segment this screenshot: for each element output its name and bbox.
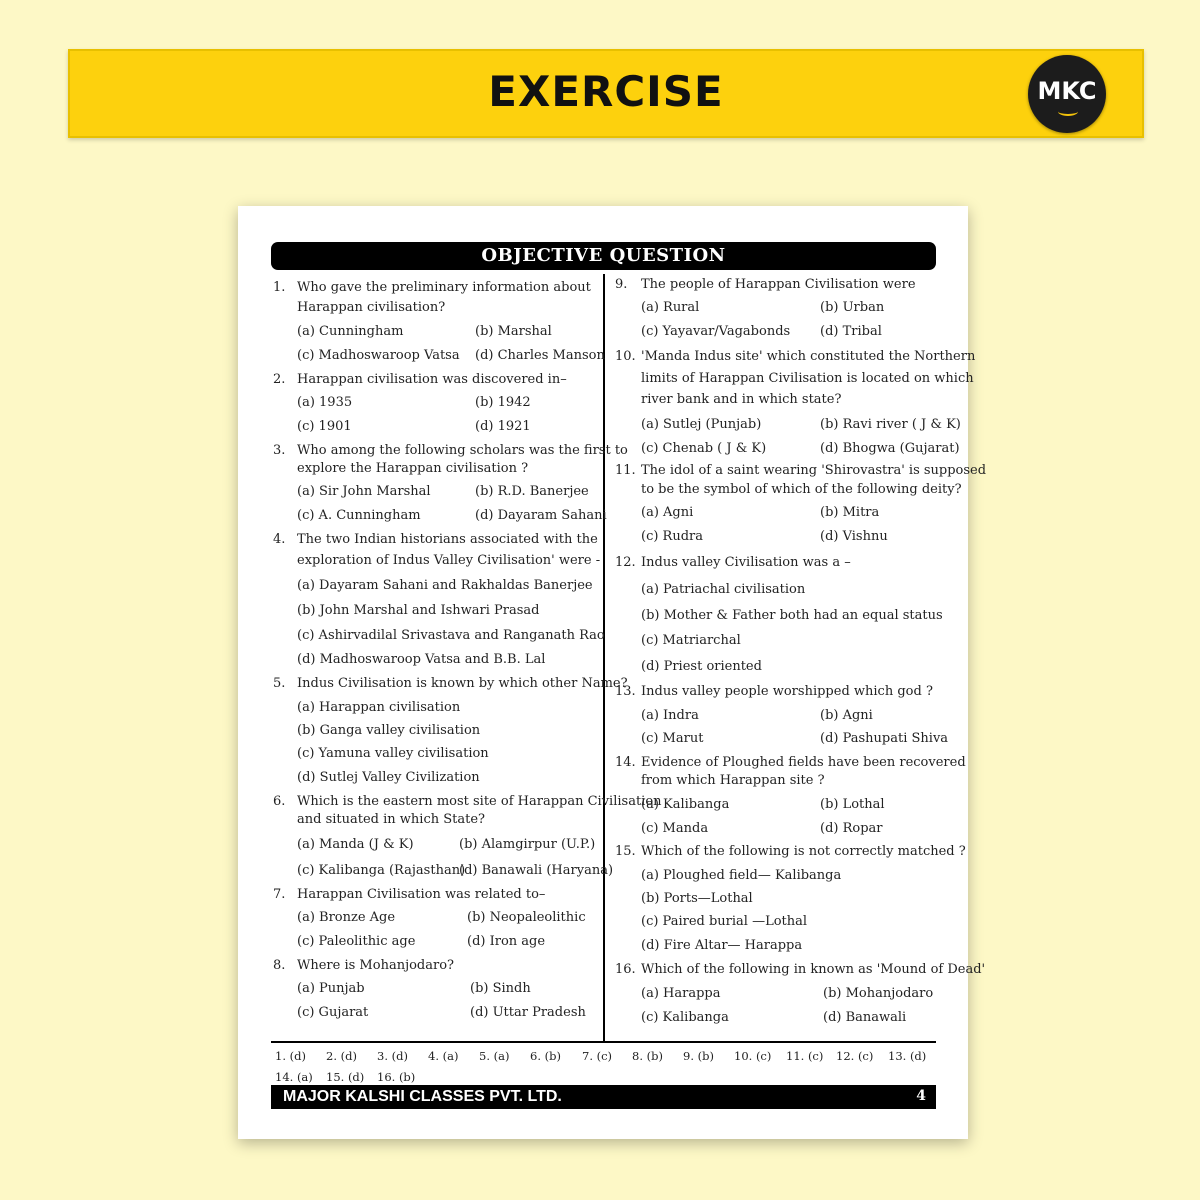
answer-option: (a) Kalibanga: [641, 797, 730, 812]
banner-title: EXERCISE: [488, 67, 724, 116]
answer-option: (b) Agni: [820, 708, 873, 723]
answer-key-item: 4. (a): [428, 1049, 459, 1063]
question-number: 8.: [273, 958, 286, 973]
answer-option: (a) Indra: [641, 708, 699, 723]
question-sheet: [238, 206, 987, 1139]
answer-key-item: 7. (c): [582, 1049, 613, 1063]
question-text-line: Harappan civilisation was discovered in–: [297, 372, 567, 387]
question-number: 5.: [273, 676, 286, 691]
answer-option: (c) Paired burial —Lothal: [641, 914, 808, 929]
answer-option: (c) Gujarat: [297, 1005, 369, 1020]
publisher-name: MAJOR KALSHI CLASSES PVT. LTD.: [283, 1088, 562, 1105]
answer-key-item: 15. (d): [326, 1070, 365, 1084]
column-divider: [603, 274, 605, 1041]
answer-option: (c) Yamuna valley civilisation: [297, 746, 489, 761]
question-text-line: Who gave the preliminary information about: [297, 280, 591, 295]
answer-option: (b) Mohanjodaro: [823, 986, 934, 1001]
section-heading: OBJECTIVE QUESTION: [481, 245, 726, 266]
answer-key-item: 9. (b): [683, 1049, 714, 1063]
answer-option: (d) Sutlej Valley Civilization: [297, 770, 480, 785]
answer-option: (b) R.D. Banerjee: [475, 484, 589, 499]
answer-option: (c) Matriarchal: [641, 633, 741, 648]
answer-option: (b) John Marshal and Ishwari Prasad: [297, 603, 540, 618]
question-number: 14.: [615, 755, 636, 770]
answer-option: (a) Cunningham: [297, 324, 404, 339]
question-text-line: The people of Harappan Civilisation were: [641, 277, 916, 292]
answer-option: (b) Marshal: [475, 324, 552, 339]
answer-option: (a) Harappan civilisation: [297, 700, 461, 715]
answer-option: (d) Vishnu: [820, 529, 888, 544]
question-text-line: Harappan civilisation?: [297, 300, 446, 315]
section-heading-bar: [271, 242, 936, 270]
question-text-line: to be the symbol of which of the following deity?: [641, 482, 962, 497]
answer-option: (c) Madhoswaroop Vatsa: [297, 348, 460, 363]
question-text-line: river bank and in which state?: [641, 392, 842, 407]
answer-option: (c) Rudra: [641, 529, 704, 544]
answer-option: (c) Ashirvadilal Srivastava and Ranganath Rao: [297, 628, 605, 643]
answer-option: (b) Alamgirpur (U.P.): [459, 837, 596, 852]
answer-option: (c) 1901: [297, 419, 352, 434]
question-text-line: The two Indian historians associated with the: [297, 532, 598, 547]
answer-option: (a) Harappa: [641, 986, 721, 1001]
answer-option: (c) Yayavar/Vagabonds: [641, 324, 791, 339]
answer-option: (a) Dayaram Sahani and Rakhaldas Banerjee: [297, 578, 593, 593]
answer-option: (b) Sindh: [470, 981, 531, 996]
answer-key-item: 8. (b): [632, 1049, 663, 1063]
answer-option: (d) Bhogwa (Gujarat): [820, 441, 960, 456]
answer-key-item: 12. (c): [836, 1049, 874, 1063]
answer-option: (a) 1935: [297, 395, 353, 410]
question-text-line: limits of Harappan Civilisation is located on which: [641, 371, 974, 386]
answer-option: (c) Paleolithic age: [297, 934, 416, 949]
answer-option: (b) Mitra: [820, 505, 880, 520]
question-number: 11.: [615, 463, 636, 478]
answer-option: (b) Neopaleolithic: [467, 910, 586, 925]
answer-option: (c) Marut: [641, 731, 704, 746]
question-text-line: from which Harappan site ?: [641, 773, 825, 788]
question-number: 16.: [615, 962, 636, 977]
answer-key-item: 1. (d): [275, 1049, 306, 1063]
answer-key-item: 10. (c): [734, 1049, 772, 1063]
answer-option: (a) Manda (J & K): [297, 837, 414, 852]
answer-option: (d) Pashupati Shiva: [820, 731, 949, 746]
answer-option: (d) Iron age: [467, 934, 546, 949]
answer-option: (d) Fire Altar— Harappa: [641, 938, 803, 953]
answer-key-item: 6. (b): [530, 1049, 561, 1063]
question-text-line: Which is the eastern most site of Harappan Civilisation: [297, 794, 662, 809]
question-number: 4.: [273, 532, 286, 547]
question-number: 6.: [273, 794, 286, 809]
logo-smile-icon: [1058, 107, 1078, 116]
question-text-line: The idol of a saint wearing 'Shirovastra' is supposed: [641, 463, 987, 478]
answer-option: (d) Banawali (Haryana): [459, 863, 614, 878]
answer-option: (b) Ravi river ( J & K): [820, 417, 961, 432]
question-text-line: and situated in which State?: [297, 812, 485, 827]
question-text-line: Indus valley Civilisation was a –: [641, 555, 851, 570]
answer-key-item: 16. (b): [377, 1070, 416, 1084]
question-text-line: Evidence of Ploughed fields have been recovered: [641, 755, 966, 770]
question-number: 7.: [273, 887, 286, 902]
question-number: 13.: [615, 684, 636, 699]
question-text-line: Where is Mohanjodaro?: [297, 958, 455, 973]
answer-option: (d) Ropar: [820, 821, 883, 836]
answers-divider: [271, 1041, 936, 1043]
answer-option: (b) Lothal: [820, 797, 885, 812]
answer-option: (d) Dayaram Sahani: [475, 508, 607, 523]
answer-option: (b) 1942: [475, 395, 531, 410]
question-number: 9.: [615, 277, 628, 292]
answer-key-item: 2. (d): [326, 1049, 357, 1063]
answer-option: (d) 1921: [475, 419, 531, 434]
question-text-line: 'Manda Indus site' which constituted the Northern: [641, 349, 976, 364]
answer-option: (c) Chenab ( J & K): [641, 441, 767, 456]
question-number: 3.: [273, 443, 286, 458]
answer-option: (d) Banawali: [823, 1010, 907, 1025]
page-number: 4: [916, 1088, 926, 1104]
answer-option: (b) Ganga valley civilisation: [297, 723, 481, 738]
answer-option: (a) Sir John Marshal: [297, 484, 431, 499]
question-number: 15.: [615, 844, 636, 859]
answer-key-item: 3. (d): [377, 1049, 408, 1063]
answer-key-item: 11. (c): [786, 1049, 824, 1063]
answer-key-item: 14. (a): [275, 1070, 313, 1084]
question-number: 1.: [273, 280, 286, 295]
answer-option: (c) Kalibanga: [641, 1010, 729, 1025]
answer-option: (a) Patriachal civilisation: [641, 582, 806, 597]
mkc-logo: [1028, 55, 1106, 133]
question-text-line: Who among the following scholars was the first to: [297, 443, 628, 458]
answer-option: (a) Rural: [641, 300, 700, 315]
question-number: 12.: [615, 555, 636, 570]
answer-option: (d) Tribal: [820, 324, 882, 339]
answer-key-item: 13. (d): [888, 1049, 927, 1063]
question-text-line: exploration of Indus Valley Civilisation' were -: [297, 553, 601, 568]
footer-bar: [271, 1085, 936, 1109]
answer-option: (a) Sutlej (Punjab): [641, 417, 762, 432]
answer-option: (c) A. Cunningham: [297, 508, 421, 523]
answer-option: (d) Priest oriented: [641, 659, 762, 674]
exercise-banner: [68, 49, 1144, 138]
question-text-line: Harappan Civilisation was related to–: [297, 887, 546, 902]
answer-option: (c) Kalibanga (Rajasthan): [297, 863, 466, 878]
answer-option: (b) Ports—Lothal: [641, 891, 753, 906]
answer-option: (d) Uttar Pradesh: [470, 1005, 586, 1020]
answer-option: (b) Mother & Father both had an equal status: [641, 608, 943, 623]
question-number: 2.: [273, 372, 286, 387]
question-number: 10.: [615, 349, 636, 364]
answer-option: (a) Ploughed field— Kalibanga: [641, 868, 842, 883]
answer-option: (b) Urban: [820, 300, 885, 315]
question-text-line: Indus Civilisation is known by which other Name?: [297, 676, 628, 691]
question-text-line: Which of the following is not correctly matched ?: [641, 844, 966, 859]
question-text-line: explore the Harappan civilisation ?: [297, 461, 529, 476]
answer-option: (d) Madhoswaroop Vatsa and B.B. Lal: [297, 652, 546, 667]
question-text-line: Which of the following in known as 'Mound of Dead': [641, 962, 986, 977]
answer-option: (c) Manda: [641, 821, 709, 836]
answer-key-item: 5. (a): [479, 1049, 510, 1063]
answer-option: (d) Charles Manson: [475, 348, 605, 363]
answer-option: (a) Bronze Age: [297, 910, 396, 925]
answer-option: (a) Agni: [641, 505, 694, 520]
logo-text: MKC: [1037, 77, 1097, 105]
question-text-line: Indus valley people worshipped which god ?: [641, 684, 933, 699]
answer-option: (a) Punjab: [297, 981, 365, 996]
